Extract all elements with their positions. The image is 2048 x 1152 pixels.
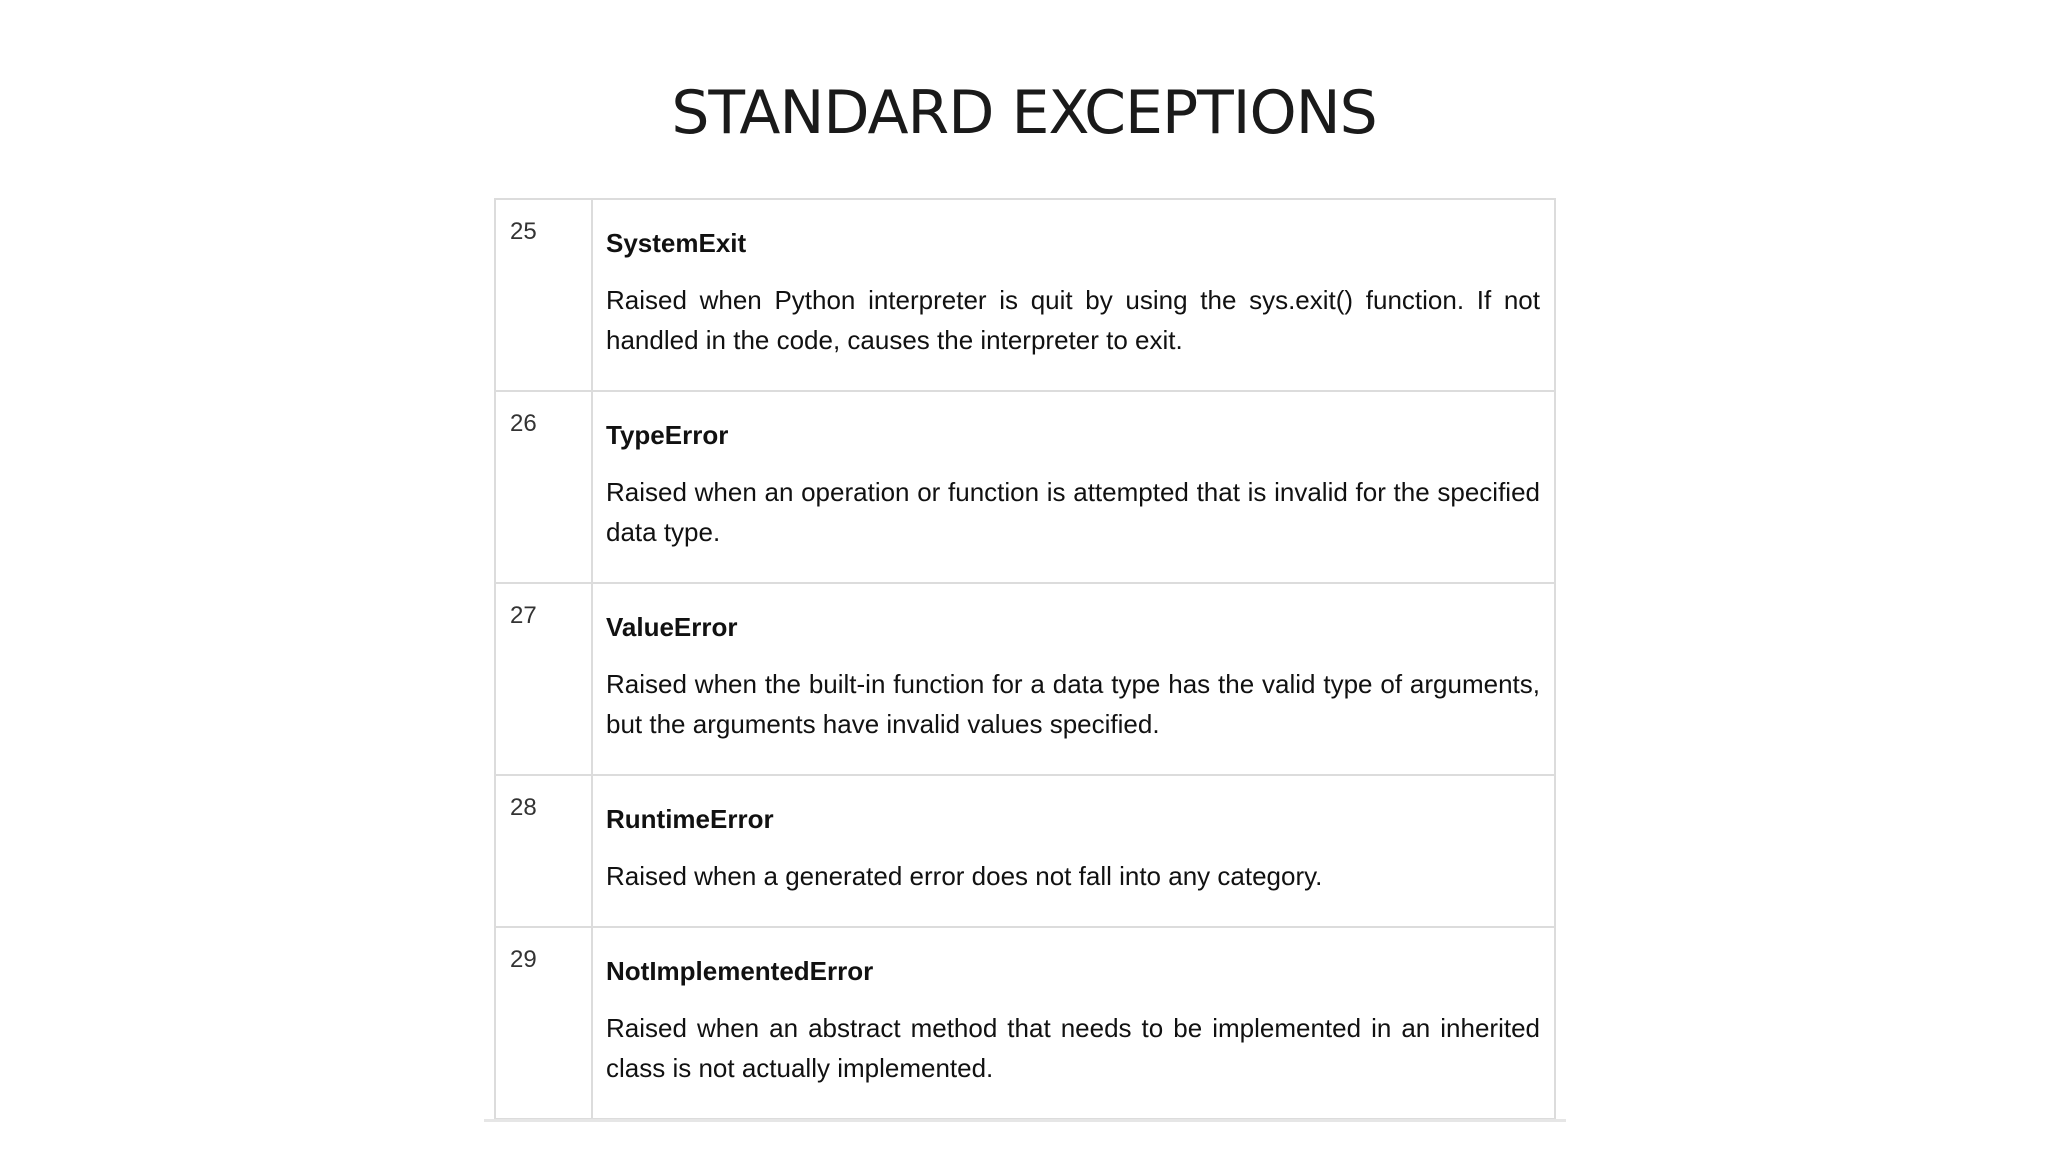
table-row bbox=[495, 391, 1555, 583]
row-number: 29 bbox=[510, 946, 537, 973]
exception-description: Raised when an operation or function is attempted that is invalid for the specified data type. bbox=[606, 477, 1540, 547]
number-cell bbox=[495, 199, 592, 391]
description-cell bbox=[592, 199, 1555, 391]
exception-description: Raised when the built-in function for a data type has the valid type of arguments, but the arguments have invalid values specified. bbox=[606, 669, 1540, 739]
exception-description: Raised when an abstract method that needs to be implemented in an inherited class is not actually implemented. bbox=[606, 1013, 1540, 1083]
row-number: 28 bbox=[510, 794, 537, 821]
description-cell bbox=[592, 775, 1555, 927]
slide-title: STANDARD EXCEPTIONS bbox=[671, 78, 1377, 148]
row-number: 26 bbox=[510, 410, 537, 437]
exceptions-table bbox=[494, 198, 1556, 1120]
exception-name: ValueError bbox=[606, 612, 738, 642]
number-cell bbox=[495, 391, 592, 583]
row-number: 27 bbox=[510, 602, 537, 629]
exception-description: Raised when Python interpreter is quit by using the sys.exit() function. If not handled in the code, causes the interpreter to exit. bbox=[606, 285, 1540, 355]
exception-name: NotImplementedError bbox=[606, 956, 874, 986]
number-cell bbox=[495, 775, 592, 927]
description-cell bbox=[592, 583, 1555, 775]
number-cell bbox=[495, 583, 592, 775]
number-cell bbox=[495, 927, 592, 1119]
exception-name: RuntimeError bbox=[606, 804, 774, 834]
table-row bbox=[495, 199, 1555, 391]
table-row bbox=[495, 583, 1555, 775]
table-row bbox=[495, 927, 1555, 1119]
exceptions-table-container bbox=[494, 198, 1556, 1120]
table-row bbox=[495, 775, 1555, 927]
exception-description: Raised when a generated error does not fall into any category. bbox=[606, 861, 1323, 891]
description-cell bbox=[592, 927, 1555, 1119]
exception-name: TypeError bbox=[606, 420, 729, 450]
bottom-divider bbox=[484, 1119, 1566, 1122]
row-number: 25 bbox=[510, 218, 537, 245]
exception-name: SystemExit bbox=[606, 228, 747, 258]
description-cell bbox=[592, 391, 1555, 583]
